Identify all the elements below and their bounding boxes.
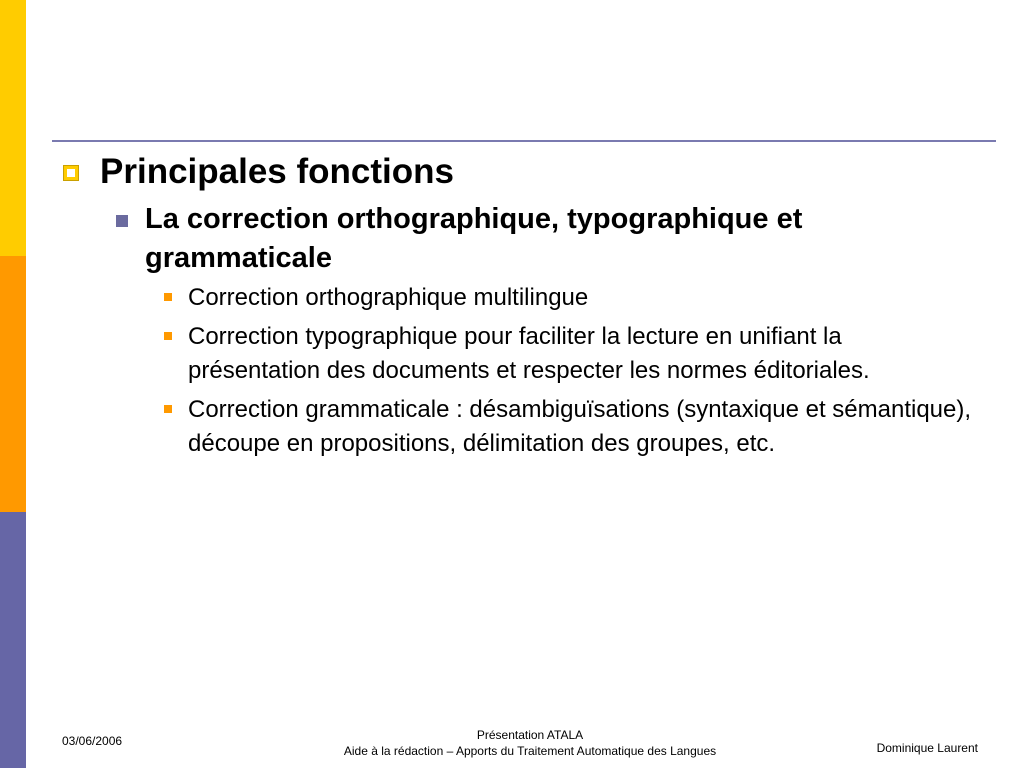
small-square-bullet-icon: [164, 293, 172, 301]
footer-title: Présentation ATALA: [476, 728, 584, 742]
list-item-text: Correction typographique pour faciliter la lecture en unifiant la présentation des documents et respecter les normes éditoriales.: [188, 323, 870, 384]
heading-row: [64, 150, 984, 194]
small-square-bullet-icon: [164, 332, 172, 340]
slide-subheading: La correction orthographique, typographique et grammaticale: [145, 203, 803, 274]
slide-content: [64, 150, 984, 466]
small-square-bullet-icon: [164, 405, 172, 413]
sidebar-purple-band: [0, 512, 26, 768]
footer-date: 03/06/2006: [62, 734, 123, 748]
bullet-list: [164, 281, 984, 461]
title-divider: [52, 140, 996, 142]
footer-title-block: [290, 727, 770, 759]
list-item-text: Correction grammaticale : désambiguïsations (syntaxique et sémantique), découpe en propositions, délimitation des groupes, etc.: [188, 396, 972, 457]
footer-author: Dominique Laurent: [876, 741, 978, 755]
footer-subtitle: Aide à la rédaction – Apports du Traitement Automatique des Langues: [343, 744, 717, 758]
filled-square-bullet-icon: [116, 215, 128, 227]
list-item-text: Correction orthographique multilingue: [188, 284, 589, 311]
list-item: [164, 393, 984, 461]
list-item: [164, 281, 984, 315]
slide-heading: Principales fonctions: [100, 152, 454, 191]
sidebar-orange-band: [0, 256, 26, 512]
square-bullet-icon: [64, 166, 78, 180]
list-item: [164, 320, 984, 388]
sidebar-yellow-band: [0, 0, 26, 256]
subheading-row: [116, 200, 984, 278]
